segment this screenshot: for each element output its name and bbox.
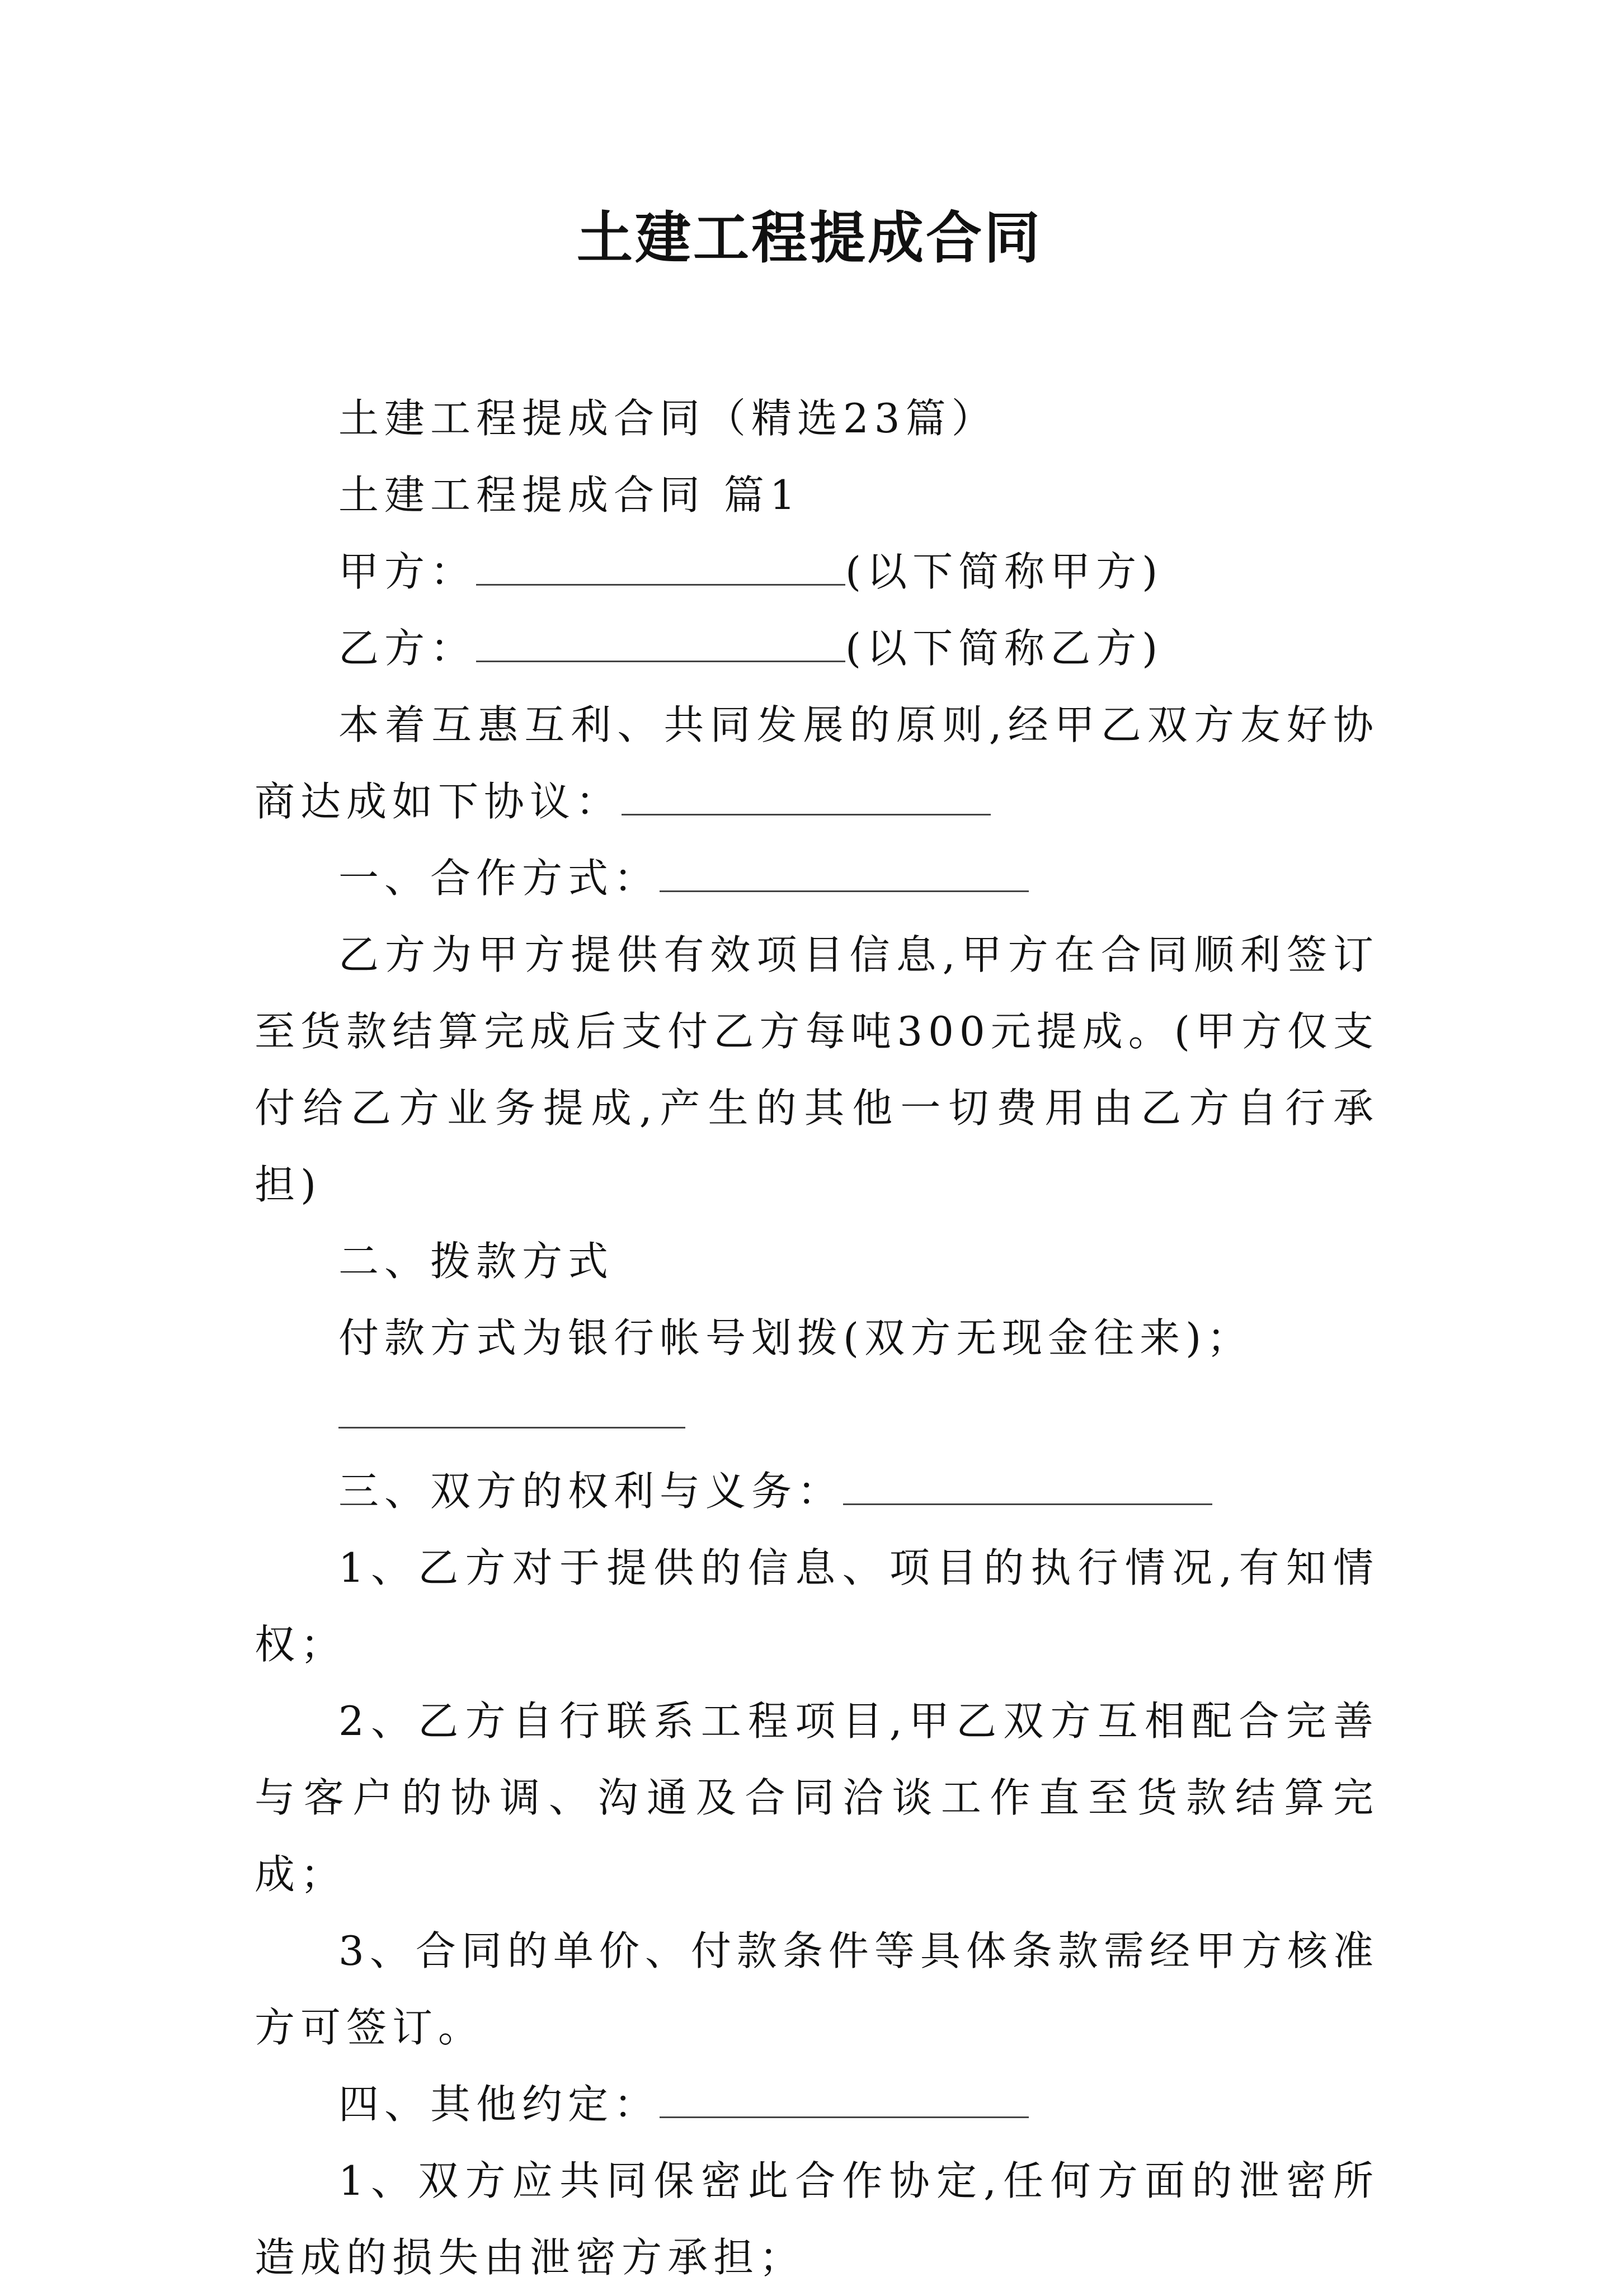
clause-1-blank [660, 858, 1029, 892]
preamble-blank [622, 781, 991, 815]
clause-3-item-1: 1、乙方对于提供的信息、项目的执行情况,有知情权； [255, 1544, 1379, 1668]
preamble-text: 本着互惠互利、共同发展的原则,经甲乙双方友好协商达成如下协议： [255, 701, 1379, 825]
party-a-label: 甲方： [338, 548, 477, 595]
clause-3-title: 三、双方的权利与义务： [338, 1468, 844, 1515]
party-b-note: (以下简称乙方) [845, 625, 1164, 672]
party-a-note: (以下简称甲方) [845, 548, 1164, 595]
clause-1-heading [255, 840, 1379, 917]
clause-3-item-2: 2、乙方自行联系工程项目,甲乙双方互相配合完善与客户的协调、沟通及合同洽谈工作直至货款结算完成； [255, 1698, 1379, 1898]
clause-3-heading [255, 1453, 1379, 1530]
clause-3-item-3: 3、合同的单价、付款条件等具体条款需经甲方核准方可签订。 [255, 1927, 1379, 2051]
clause-2-heading: 二、拨款方式 [338, 1238, 614, 1285]
clause-4-heading [255, 2066, 1379, 2143]
clause-1-paragraph: 乙方为甲方提供有效项目信息,甲方在合同顺利签订至货款结算完成后支付乙方每吨300元提成。(甲方仅支付给乙方业务提成,产生的其他一切费用由乙方自行承担) [255, 931, 1379, 1208]
clause-4-blank [660, 2084, 1029, 2118]
party-b-line [255, 610, 1379, 687]
subtitle-line: 土建工程提成合同（精选23篇） [338, 395, 997, 442]
document-title: 土建工程提成合同 [577, 205, 1042, 271]
party-a-blank [476, 551, 845, 586]
blank-line [255, 1376, 1379, 1453]
clause-4-title: 四、其他约定： [338, 2081, 660, 2128]
preamble-paragraph [255, 687, 1379, 840]
party-b-blank [476, 628, 845, 662]
section-heading: 土建工程提成合同 篇1 [338, 472, 801, 518]
clause-3-blank [843, 1471, 1212, 1505]
document-body [255, 380, 1379, 2296]
standalone-blank [338, 1394, 685, 1428]
party-b-label: 乙方： [338, 625, 477, 672]
party-a-line [255, 534, 1379, 610]
clause-1-title: 一、合作方式： [338, 855, 660, 902]
clause-4-item-1: 1、双方应共同保密此合作协定,任何方面的泄密所造成的损失由泄密方承担； [255, 2157, 1379, 2281]
clause-2-paragraph: 付款方式为银行帐号划拨(双方无现金往来)； [338, 1314, 1253, 1361]
